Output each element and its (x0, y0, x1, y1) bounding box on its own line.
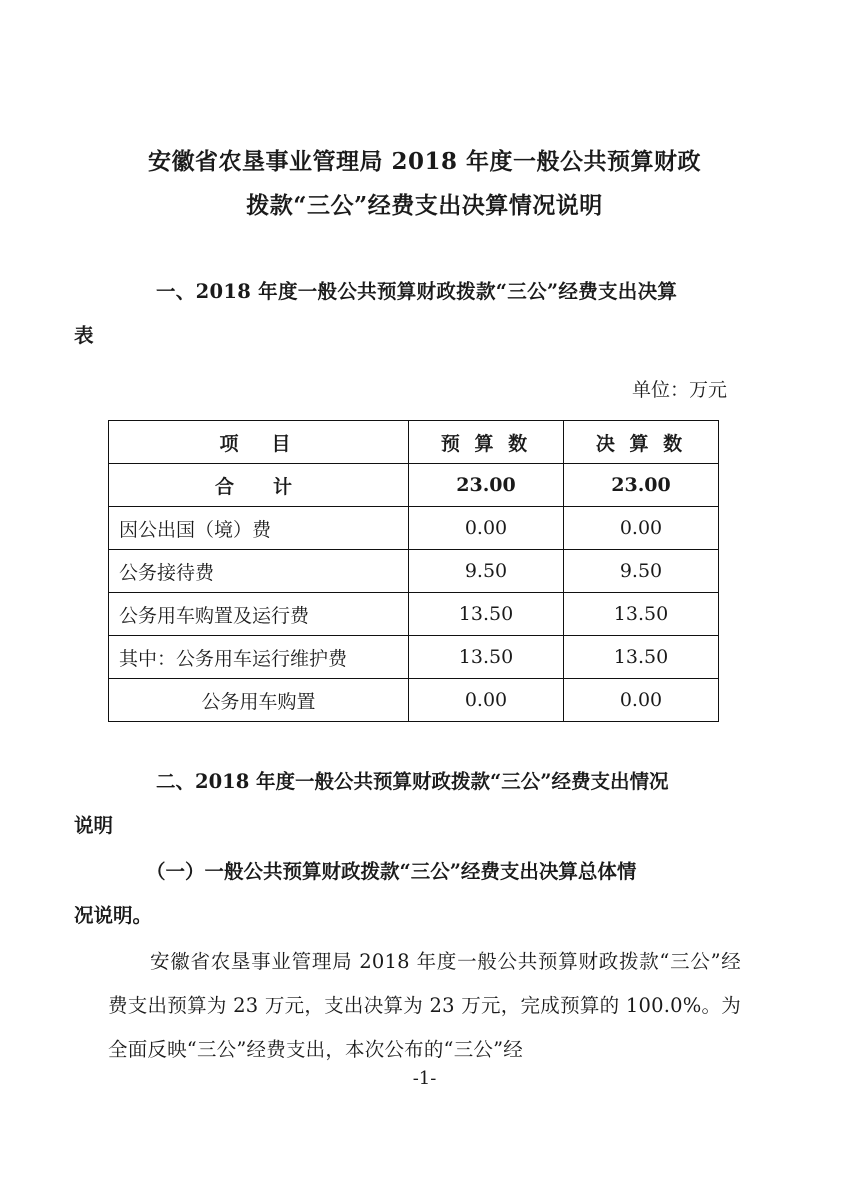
document-content (74, 140, 741, 1072)
body-paragraph: 安徽省农垦事业管理局 2018 年度一般公共预算财政拨款“三公”经费支出预算为 23 万元，支出决算为 23 万元，完成预算的 100.0%。为全面反映“三公”经费支出，本次公布的“三公”经 (108, 950, 741, 1061)
table-row (109, 550, 719, 593)
row-final-vehicle-total: 13.50 (564, 593, 719, 636)
table-row (109, 507, 719, 550)
subsection-heading-continued: 况说明。 (74, 904, 153, 927)
row-budget-vehicle-total: 13.50 (409, 593, 564, 636)
row-label-vehicle-total: 公务用车购置及运行费 (109, 593, 409, 636)
row-budget-abroad: 0.00 (409, 507, 564, 550)
table-row (109, 636, 719, 679)
column-header-budget: 预 算 数 (409, 421, 564, 464)
page-title-line-2: 拨款“三公”经费支出决算情况说明 (246, 192, 603, 219)
page-number: -1- (412, 1068, 437, 1089)
table-row (109, 464, 719, 507)
row-final-total: 23.00 (564, 464, 719, 507)
row-label-total: 合 计 (109, 464, 409, 507)
section-one-heading-continued: 表 (74, 324, 94, 347)
section-one-heading: 一、2018 年度一般公共预算财政拨款“三公”经费支出决算 (156, 280, 678, 303)
subsection-heading: （一）一般公共预算财政拨款“三公”经费支出决算总体情 (146, 860, 637, 883)
three-public-expenses-table (108, 420, 719, 722)
row-label-abroad: 因公出国（境）费 (109, 507, 409, 550)
column-header-final: 决 算 数 (564, 421, 719, 464)
row-budget-vehicle-operation: 13.50 (409, 636, 564, 679)
row-label-vehicle-operation: 其中：公务用车运行维护费 (109, 636, 409, 679)
page-title (108, 140, 741, 228)
column-header-item: 项 目 (109, 421, 409, 464)
table-row (109, 593, 719, 636)
row-final-abroad: 0.00 (564, 507, 719, 550)
row-final-reception: 9.50 (564, 550, 719, 593)
row-label-reception: 公务接待费 (109, 550, 409, 593)
row-budget-vehicle-purchase: 0.00 (409, 679, 564, 722)
row-final-vehicle-operation: 13.50 (564, 636, 719, 679)
page-title-line-1: 安徽省农垦事业管理局 2018 年度一般公共预算财政 (147, 148, 702, 175)
section-two-heading-continued: 说明 (74, 814, 114, 837)
row-final-vehicle-purchase: 0.00 (564, 679, 719, 722)
section-two-heading: 二、2018 年度一般公共预算财政拨款“三公”经费支出情况 (156, 770, 669, 793)
table-header-row (109, 421, 719, 464)
unit-note: 单位：万元 (631, 379, 727, 401)
row-label-vehicle-purchase: 公务用车购置 (109, 679, 409, 722)
row-budget-total: 23.00 (409, 464, 564, 507)
row-budget-reception: 9.50 (409, 550, 564, 593)
table-row (109, 679, 719, 722)
